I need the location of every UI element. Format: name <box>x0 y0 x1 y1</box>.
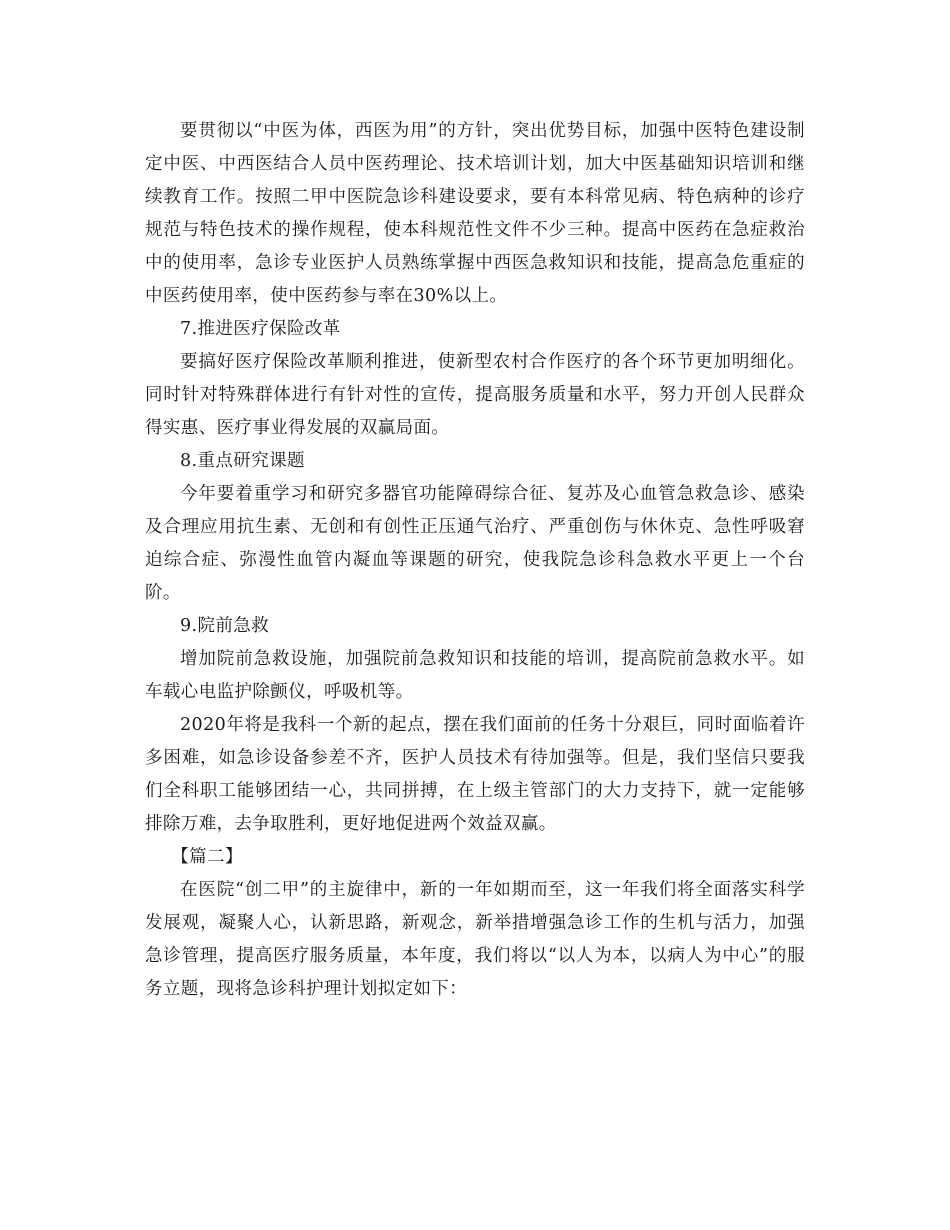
paragraph-2020-outlook: 2020年将是我科一个新的起点，摆在我们面前的任务十分艰巨，同时面临着许多困难，如急诊设备参差不齐，医护人员技术有待加强等。但是，我们坚信只要我们全科职工能够团结一心，共同拼搏，在上级主管部门的大力支持下，就一定能够排除万难，去争取胜利，更好地促进两个效益双赢。 <box>145 715 805 834</box>
section-heading-8: 8.重点研究课题 <box>180 451 305 471</box>
section-heading-9: 9.院前急救 <box>180 616 270 636</box>
section-heading-7: 7.推进医疗保险改革 <box>180 319 341 339</box>
part-two-heading: 【篇二】 <box>171 847 243 867</box>
document-body <box>145 115 805 1006</box>
paragraph-tcm-policy: 要贯彻以“中医为体，西医为用”的方针，突出优势目标，加强中医特色建设制定中医、中西医结合人员中医药理论、技术培训计划，加大中医基础知识培训和继续教育工作。按照二甲中医院急诊科建设要求，要有本科常见病、特色病种的诊疗规范与特色技术的操作规程，使本科规范性文件不少三种。提高中医药在急症救治中的使用率，急诊专业医护人员熟练掌握中西医急救知识和技能，提高急危重症的中医药使用率，使中医药参与率在30%以上。 <box>145 121 805 306</box>
paragraph-nursing-plan-intro: 在医院“创二甲”的主旋律中，新的一年如期而至，这一年我们将全面落实科学发展观，凝聚人心，认新思路，新观念，新举措增强急诊工作的生机与活力，加强急诊管理，提高医疗服务质量，本年度，我们将以“以人为本，以病人为中心”的服务立题，现将急诊科护理计划拟定如下： <box>145 880 805 999</box>
paragraph-insurance-reform: 要搞好医疗保险改革顺利推进，使新型农村合作医疗的各个环节更加明细化。同时针对特殊群体进行有针对性的宣传，提高服务质量和水平，努力开创人民群众得实惠、医疗事业得发展的双赢局面。 <box>145 352 805 438</box>
paragraph-prehospital-care: 增加院前急救设施，加强院前急救知识和技能的培训，提高院前急救水平。如车载心电监护除颤仪，呼吸机等。 <box>145 649 805 702</box>
paragraph-research-topics: 今年要着重学习和研究多器官功能障碍综合征、复苏及心血管急救急诊、感染及合理应用抗生素、无创和有创性正压通气治疗、严重创伤与休休克、急性呼吸窘迫综合症、弥漫性血管内凝血等课题的研究，使我院急诊科急救水平更上一个台阶。 <box>145 484 805 603</box>
